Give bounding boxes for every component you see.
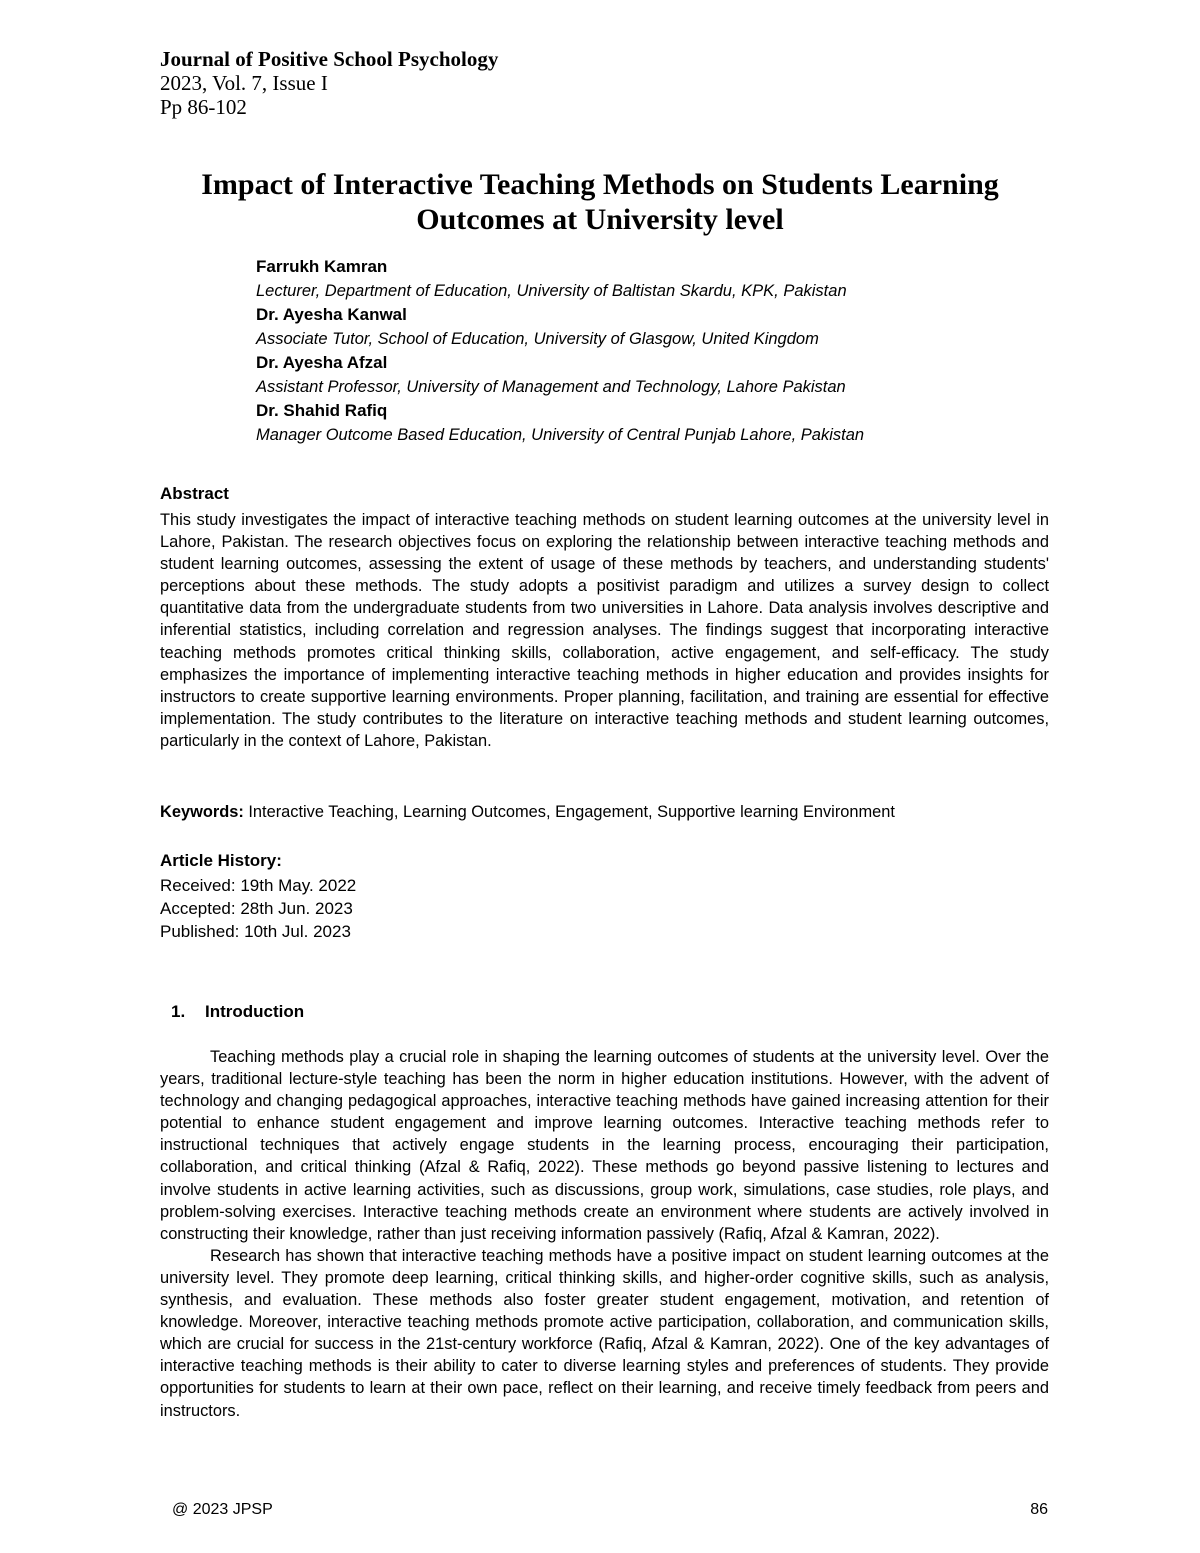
journal-header (160, 47, 498, 119)
accepted-date: Accepted: 28th Jun. 2023 (160, 899, 353, 918)
keywords-text: Interactive Teaching, Learning Outcomes, Engagement, Supportive learning Environment (248, 803, 895, 821)
abstract-heading: Abstract (160, 484, 229, 503)
keywords (160, 801, 1049, 823)
footer-copyright: @ 2023 JPSP (172, 1501, 273, 1518)
author-name: Dr. Shahid Rafiq (256, 401, 388, 420)
keywords-label: Keywords: (160, 803, 244, 821)
journal-name: Journal of Positive School Psychology (160, 47, 499, 71)
author-list (256, 255, 1116, 447)
paper-title (100, 167, 1100, 237)
author-affiliation: Lecturer, Department of Education, University of Baltistan Skardu, KPK, Pakistan (256, 282, 847, 300)
paper-title-line-2: Outcomes at University level (416, 203, 784, 236)
journal-volume: 2023, Vol. 7, Issue I (160, 71, 328, 95)
author-affiliation: Associate Tutor, School of Education, University of Glasgow, United Kingdom (256, 330, 819, 348)
page-number: 86 (1030, 1501, 1048, 1518)
received-date: Received: 19th May. 2022 (160, 876, 357, 895)
author-name: Farrukh Kamran (256, 257, 388, 276)
section-number: 1. (171, 1002, 186, 1021)
published-date: Published: 10th Jul. 2023 (160, 922, 351, 941)
section-heading (171, 1001, 304, 1023)
paper-title-line-1: Impact of Interactive Teaching Methods on Students Learning (201, 168, 999, 201)
abstract-text: This study investigates the impact of interactive teaching methods on student learning outcomes at the university level in Lahore, Pakistan. The research objectives focus on exploring the relationship between interactive teaching methods and student learning outcomes, assessing the extent of usage of these methods by teachers, and understanding students' perceptions about these methods. The study adopts a positivist paradigm and utilizes a survey design to collect quantitative data from the undergraduate students from two universities in Lahore. Data analysis involves descriptive and inferential statistics, including correlation and regression analyses. The findings suggest that incorporating interactive teaching methods promotes critical thinking skills, collaboration, active engagement, and self-efficacy. The study emphasizes the importance of implementing interactive teaching methods in higher education and provides insights for instructors to create supportive learning environments. Proper planning, facilitation, and training are essential for effective implementation. The study contributes to the literature on interactive teaching methods and student learning outcomes, particularly in the context of Lahore, Pakistan. (160, 511, 1049, 750)
journal-pages: Pp 86-102 (160, 95, 247, 119)
paragraph: Teaching methods play a crucial role in shaping the learning outcomes of students at the university level. Over the years, traditional lecture-style teaching has been the norm in higher education institutions. However, with the advent of technology and changing pedagogical approaches, interactive teaching methods have gained increasing attention for their potential to enhance student engagement and improve learning outcomes. Interactive teaching methods refer to instructional techniques that actively engage students in the learning process, encouraging their participation, collaboration, and critical thinking (Afzal & Rafiq, 2022). These methods go beyond passive listening to lectures and involve students in active learning activities, such as discussions, group work, simulations, case studies, role plays, and problem-solving exercises. Interactive teaching methods create an environment where students are actively involved in constructing their knowledge, rather than just receiving information passively (Rafiq, Afzal & Kamran, 2022). (160, 1048, 1049, 1243)
section-body (160, 1046, 1049, 1422)
author-affiliation: Assistant Professor, University of Management and Technology, Lahore Pakistan (256, 378, 846, 396)
author-affiliation: Manager Outcome Based Education, University of Central Punjab Lahore, Pakistan (256, 426, 865, 444)
author-name: Dr. Ayesha Afzal (256, 353, 388, 372)
paragraph: Research has shown that interactive teaching methods have a positive impact on student learning outcomes at the university level. They promote deep learning, critical thinking skills, and higher-order cognitive skills, such as analysis, synthesis, and evaluation. These methods also foster greater student engagement, motivation, and retention of knowledge. Moreover, interactive teaching methods promote active participation, collaboration, and communication skills, which are crucial for success in the 21st-century workforce (Rafiq, Afzal & Kamran, 2022). One of the key advantages of interactive teaching methods is their ability to cater to diverse learning styles and preferences of students. They provide opportunities for students to learn at their own pace, reflect on their learning, and receive timely feedback from peers and instructors. (160, 1246, 1049, 1420)
article-history-heading: Article History: (160, 851, 282, 870)
author-name: Dr. Ayesha Kanwal (256, 305, 407, 324)
article-history (160, 874, 356, 943)
section-title: Introduction (205, 1002, 305, 1021)
